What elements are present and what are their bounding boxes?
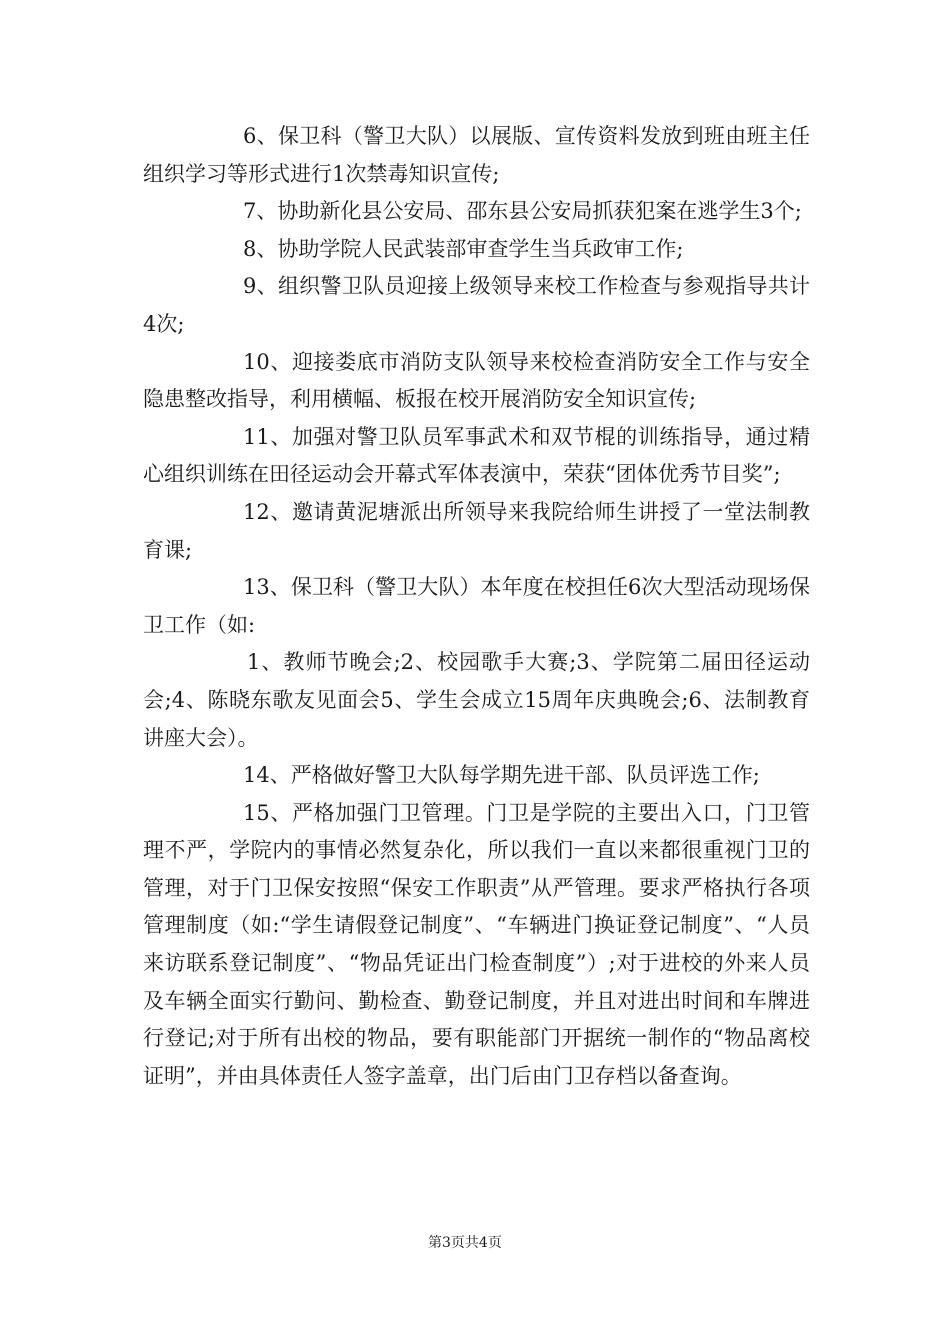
paragraph-item-9: 9、组织警卫队员迎接上级领导来校工作检查与参观指导共计4次; <box>143 274 810 336</box>
paragraph-item-7: 7、协助新化县公安局、邵东县公安局抓获犯案在逃学生3个; <box>243 199 802 224</box>
paragraph-item-13: 13、保卫科（警卫大队）本年度在校担任6次大型活动现场保卫工作（如: <box>143 575 810 637</box>
paragraph-item-15: 15、严格加强门卫管理。门卫是学院的主要出入口，门卫管理不严，学院内的事情必然复杂化，所以我们一直以来都很重视门卫的管理，对于门卫保安按照“保安工作职责”从严管理。要求严格执行各项管理制度（如:“学生请假登记制度”、“车辆进门换证登记制度”、“人员来访联系登记制度”、“物品凭证出门检查制度”）;对于进校的外来人员及车辆全面实行勤问、勤检查、勤登记制度，并且对进出时间和车牌进行登记;对于所有出校的物品，要有职能部门开据统一制作的“物品离校证明”，并由具体责任人签字盖章，出门后由门卫存档以备查询。 <box>143 800 810 1088</box>
paragraph-item-6: 6、保卫科（警卫大队）以展版、宣传资料发放到班由班主任组织学习等形式进行1次禁毒知识宣传; <box>143 124 810 186</box>
paragraph-item-11: 11、加强对警卫队员军事武术和双节棍的训练指导，通过精心组织训练在田径运动会开幕式军体表演中，荣获“团体优秀节目奖”; <box>143 424 810 487</box>
paragraph-event-list: 1、教师节晚会;2、校园歌手大赛;3、学院第二届田径运动会;4、陈晓东歌友见面会5、学生会成立15周年庆典晚会;6、法制教育讲座大会）。 <box>143 650 810 750</box>
page-number-footer: 第3页共4页 <box>428 1235 502 1251</box>
paragraph-item-14: 14、严格做好警卫大队每学期先进干部、队员评选工作; <box>243 763 760 788</box>
paragraph-item-10: 10、迎接娄底市消防支队领导来校检查消防安全工作与安全隐患整改指导，利用横幅、板报在校开展消防安全知识宣传; <box>143 349 810 412</box>
paragraph-item-8: 8、协助学院人民武装部审查学生当兵政审工作; <box>243 236 684 261</box>
document-body <box>143 118 810 1095</box>
paragraph-item-12: 12、邀请黄泥塘派出所领导来我院给师生讲授了一堂法制教育课; <box>143 499 810 562</box>
